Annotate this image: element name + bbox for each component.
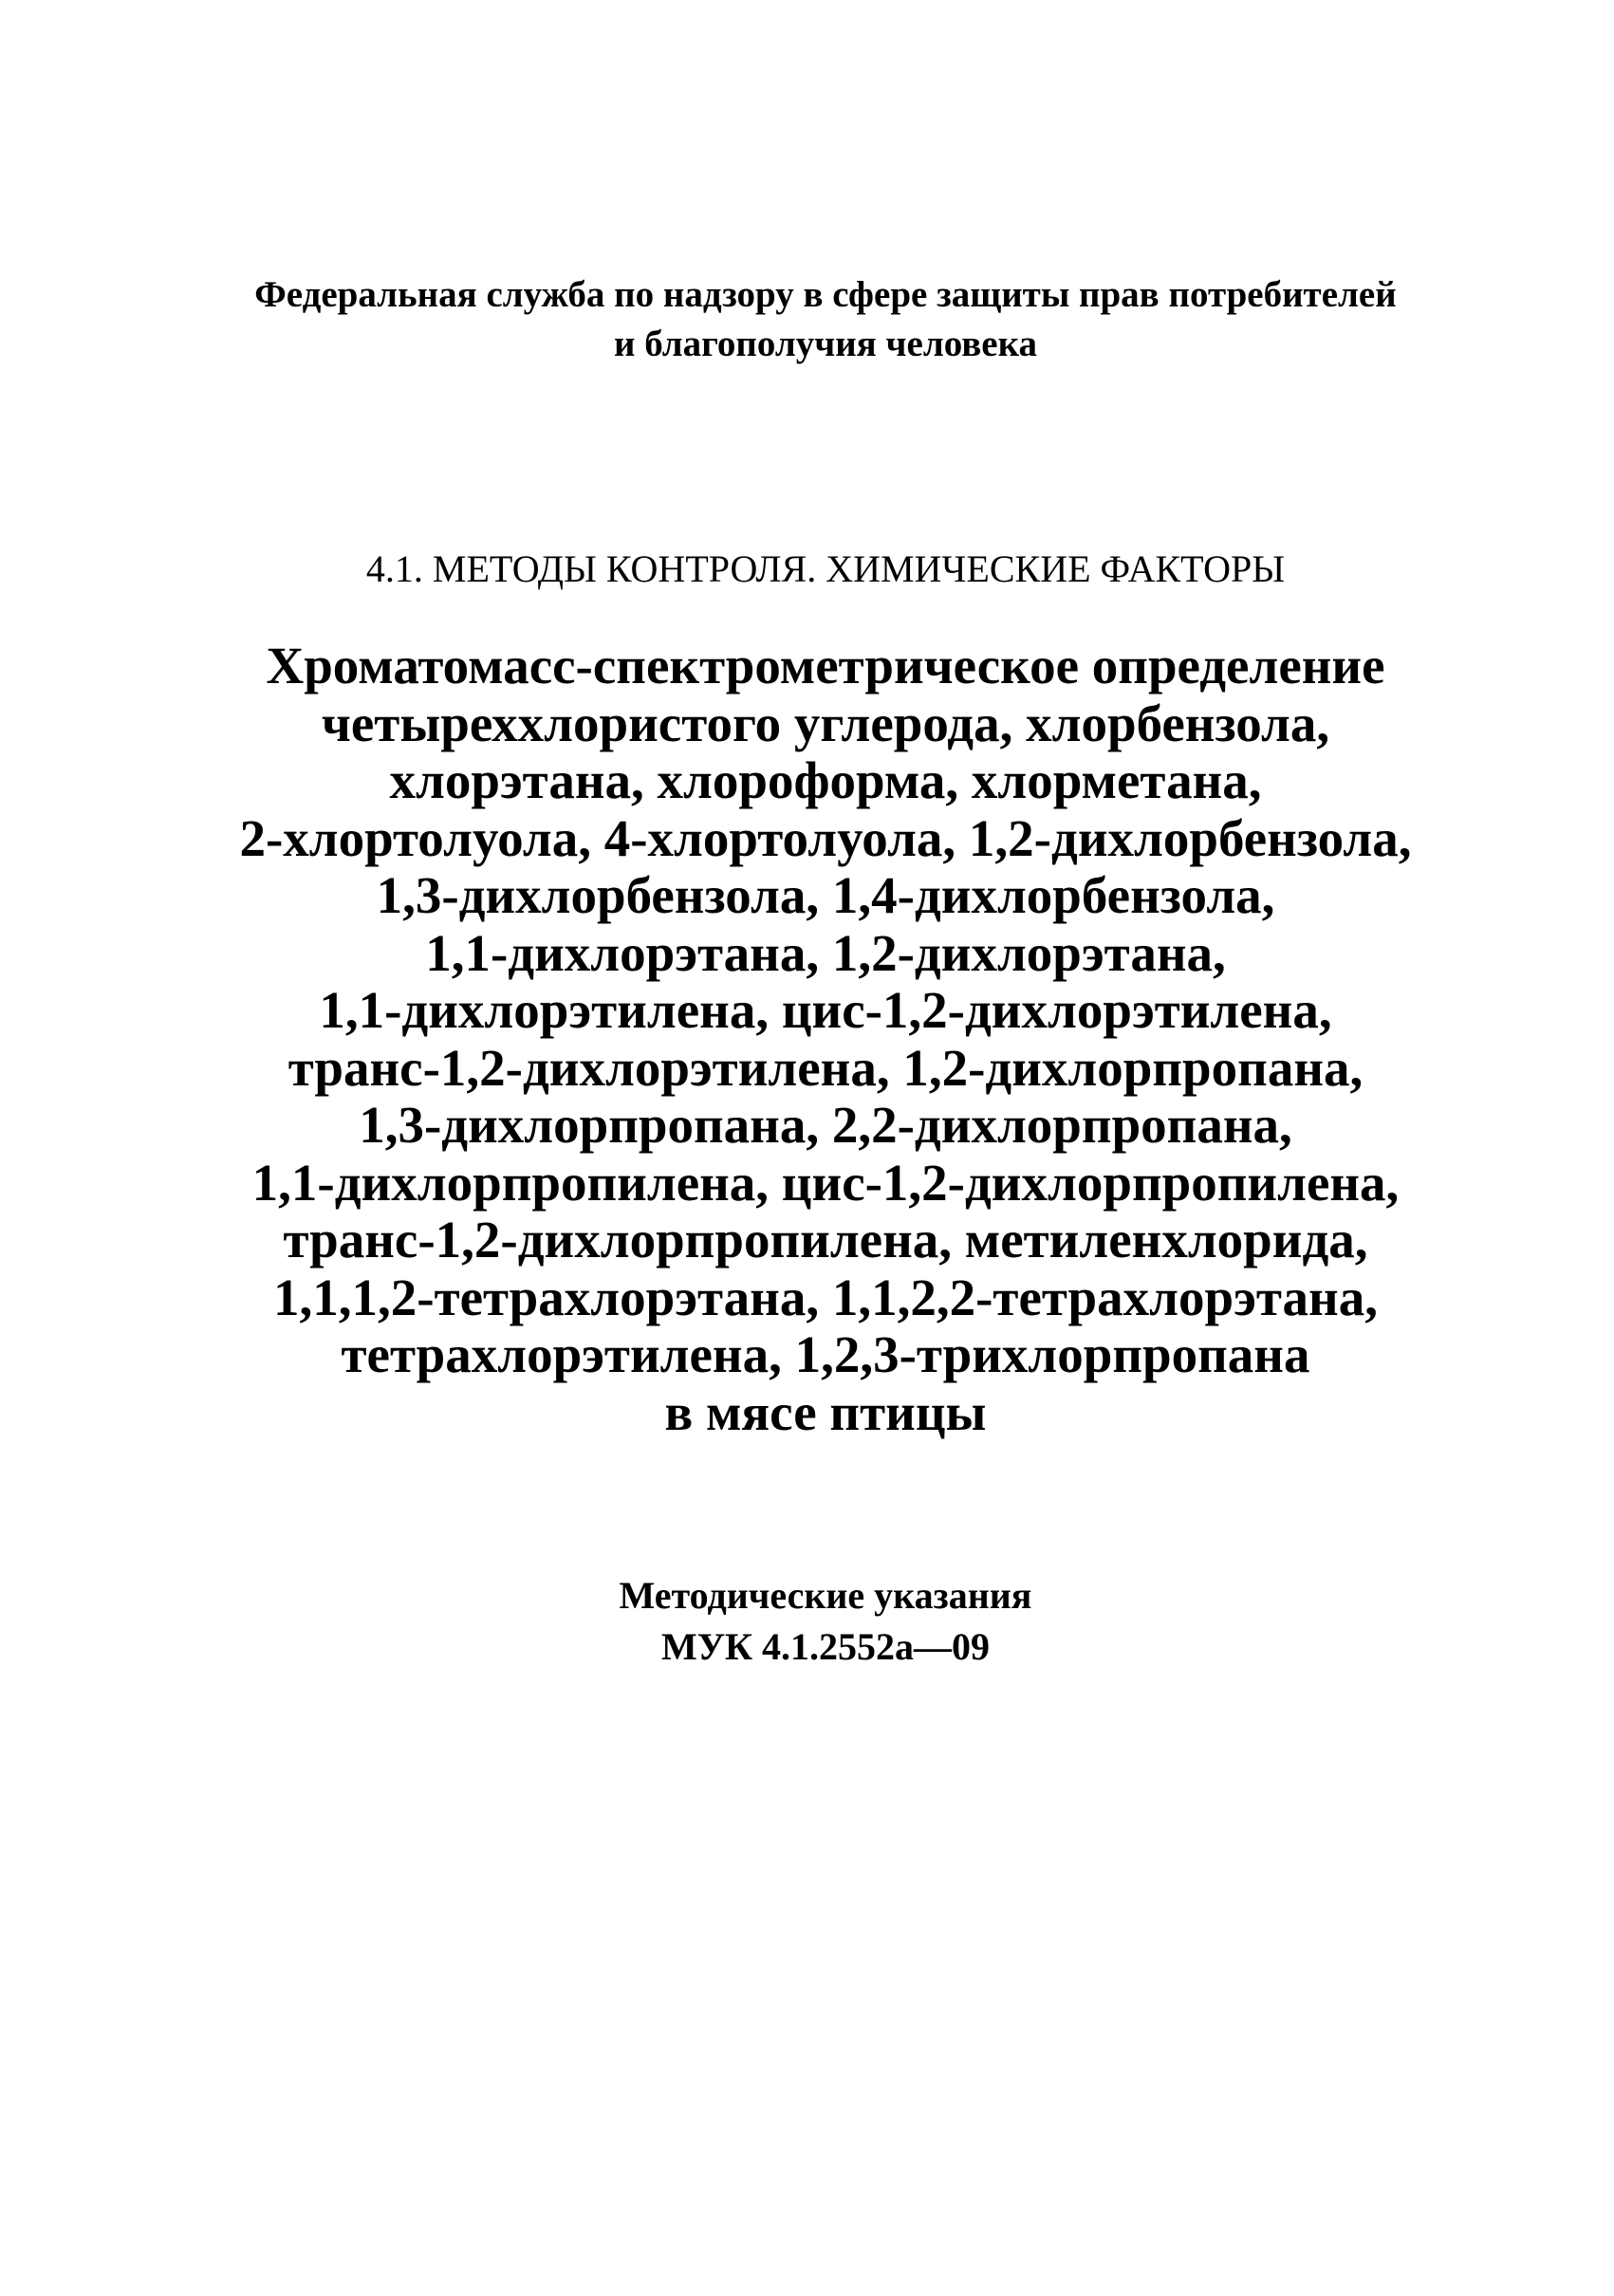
document-number: МУК 4.1.2552а—09 bbox=[660, 1625, 991, 1668]
series-heading: 4.1. МЕТОДЫ КОНТРОЛЯ. ХИМИЧЕСКИЕ ФАКТОРЫ bbox=[365, 547, 1286, 590]
document-type: Методические указания bbox=[619, 1574, 1032, 1617]
title-line: 1,1-дихлорэтана, 1,2-дихлорэтана, bbox=[425, 923, 1226, 982]
title-line: в мясе птицы bbox=[664, 1382, 987, 1441]
title-line: хлорэтана, хлороформа, хлорметана, bbox=[389, 751, 1262, 809]
title-line: 1,1-дихлорпропилена, цис-1,2-дихлорпропилена, bbox=[251, 1153, 1400, 1212]
document-title bbox=[123, 638, 1528, 1441]
title-line: тетрахлорэтилена, 1,2,3-трихлорпропана bbox=[341, 1325, 1310, 1383]
title-line: 1,1-дихлорэтилена, цис-1,2-дихлорэтилена, bbox=[319, 981, 1332, 1039]
title-line: Хроматомасс-спектрометрическое определение bbox=[266, 637, 1385, 694]
agency-line-2: и благополучия человека bbox=[614, 324, 1037, 364]
title-line: 1,3-дихлорпропана, 2,2-дихлорпропана, bbox=[359, 1096, 1292, 1154]
title-line: 2-хлортолуола, 4-хлортолуола, 1,2-дихлорбензола, bbox=[239, 808, 1412, 867]
document-type-block bbox=[142, 1570, 1509, 1673]
title-line: четыреххлористого углерода, хлорбензола, bbox=[321, 694, 1330, 752]
title-line: транс-1,2-дихлорпропилена, метиленхлорида, bbox=[283, 1211, 1368, 1268]
title-line: 1,3-дихлорбензола, 1,4-дихлорбензола, bbox=[376, 866, 1275, 924]
title-line: 1,1,1,2-тетрахлорэтана, 1,1,2,2-тетрахлорэтана, bbox=[273, 1268, 1378, 1326]
agency-line-1: Федеральная служба по надзору в сфере защиты прав потребителей bbox=[254, 274, 1397, 315]
agency-heading bbox=[142, 270, 1509, 369]
title-line: транс-1,2-дихлорэтилена, 1,2-дихлорпропана, bbox=[288, 1038, 1364, 1097]
